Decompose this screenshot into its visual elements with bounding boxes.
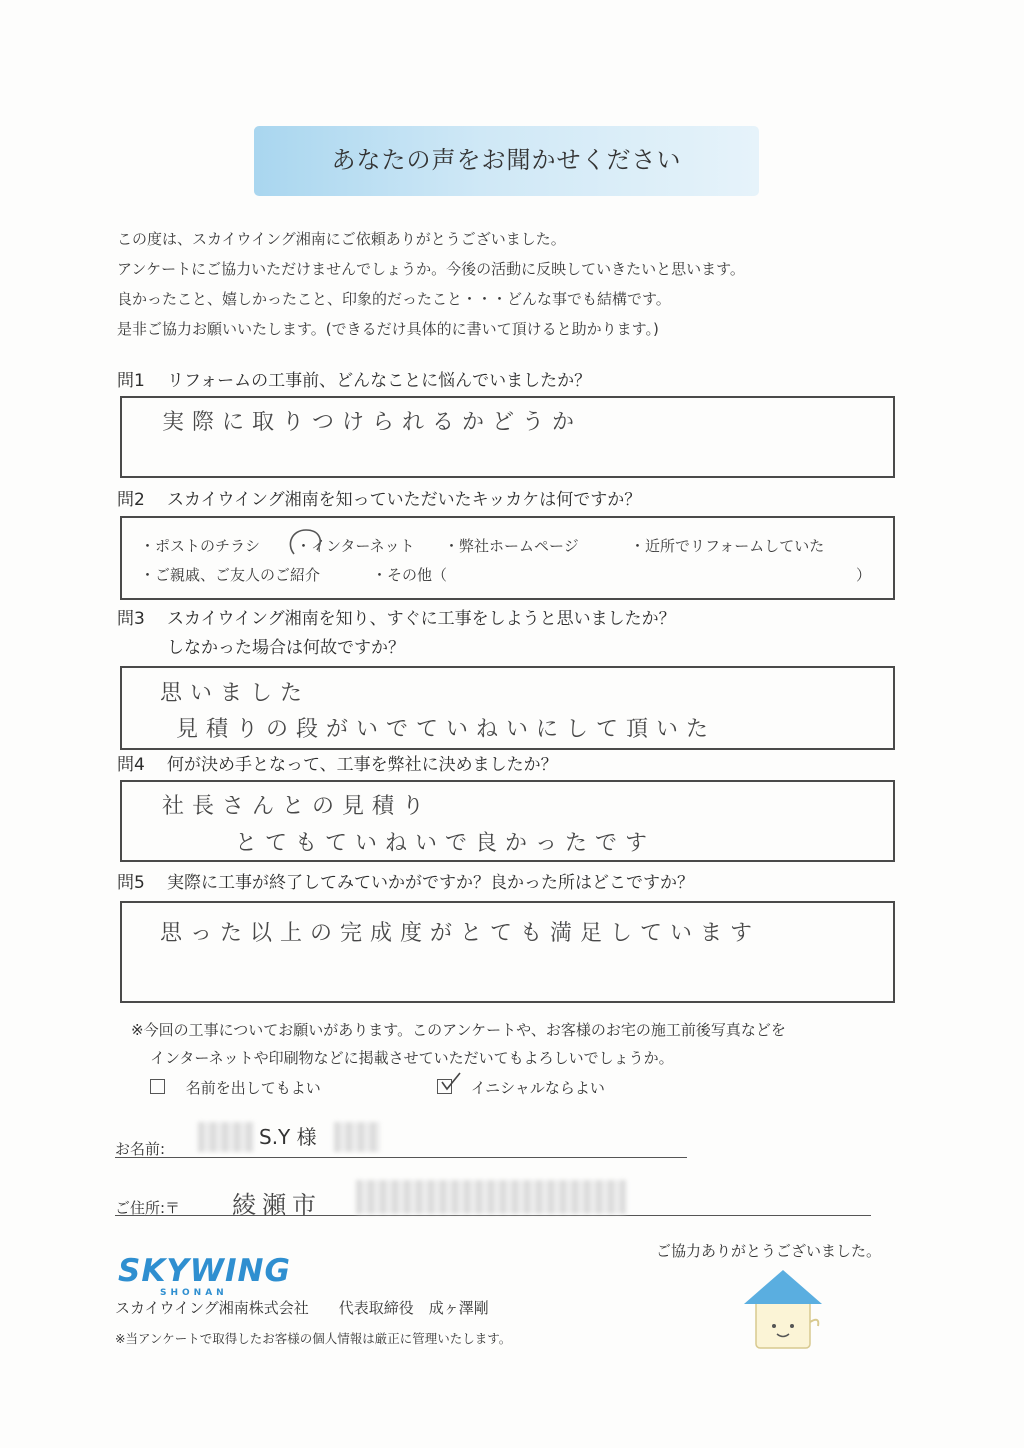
company-logo-sub: SHONAN xyxy=(160,1288,228,1298)
option-internet[interactable]: ・インターネット xyxy=(296,537,415,555)
thanks-text: ご協力ありがとうございました。 xyxy=(656,1242,882,1260)
page-title: あなたの声をお聞かせください xyxy=(331,146,682,174)
answer-4-line2: とてもていねいで良かったです xyxy=(235,831,656,856)
name-underline xyxy=(115,1156,687,1158)
question-text: リフォームの工事前、どんなことに悩んでいましたか？ xyxy=(167,371,592,391)
question-text: 実際に工事が終了してみていかがですか？良かった所はどこですか？ xyxy=(167,873,694,893)
selected-circle-icon xyxy=(286,526,328,560)
option-post-flyer[interactable]: ・ポストのチラシ xyxy=(140,537,261,555)
question-2 xyxy=(117,485,641,515)
answer-5: 思った以上の完成度がとても満足しています xyxy=(160,921,761,946)
intro-text xyxy=(117,224,745,344)
answer-3-line1: 思いました xyxy=(160,681,311,706)
option-label: イニシャルならよい xyxy=(470,1079,605,1097)
answer-1: 実際に取りつけられるかどうか xyxy=(162,410,583,435)
question-text: スカイウイング湘南を知っていただいたキッカケは何ですか？ xyxy=(167,490,642,510)
question-4 xyxy=(117,750,558,780)
intro-line: 是非ご協力お願いいたします。(できるだけ具体的に書いて頂けると助かります。) xyxy=(117,320,659,338)
question-3-sub: しなかった場合は何故ですか？ xyxy=(167,638,405,658)
question-text: 何が決め手となって、工事を弊社に決めましたか？ xyxy=(167,755,558,775)
option-other-close: ） xyxy=(856,566,872,584)
redacted-name xyxy=(334,1122,380,1152)
privacy-note: ※当アンケートで取得したお客様の個人情報は厳正に管理いたします。 xyxy=(115,1331,512,1346)
redacted-name xyxy=(198,1122,254,1152)
question-number: 問4 xyxy=(117,755,145,775)
question-3 xyxy=(117,604,676,634)
redacted-address xyxy=(356,1180,626,1214)
question-text: スカイウイング湘南を知り、すぐに工事をしようと思いましたか？ xyxy=(167,609,676,629)
intro-line: この度は、スカイウイング湘南にご依頼ありがとうございました。 xyxy=(117,230,566,248)
answer-4-line1: 社長さんとの見積り xyxy=(162,794,433,819)
option-nearby-reform[interactable]: ・近所でリフォームしていた xyxy=(630,537,825,555)
options-box-2 xyxy=(120,516,895,600)
intro-line: アンケートにご協力いただけませんでしょうか。今後の活動に反映していきたいと思います。 xyxy=(117,260,745,278)
option-show-name[interactable] xyxy=(150,1077,321,1098)
question-number: 問5 xyxy=(117,873,145,893)
name-label: お名前: xyxy=(115,1140,166,1158)
consent-note-line: インターネットや印刷物などに掲載させていただいてもよろしいでしょうか。 xyxy=(150,1049,674,1067)
option-label: 名前を出してもよい xyxy=(185,1079,321,1097)
check-mark-icon xyxy=(438,1071,464,1093)
question-number: 問2 xyxy=(117,490,145,510)
option-other[interactable]: ・その他（ xyxy=(372,566,448,584)
intro-line: 良かったこと、嬉しかったこと、印象的だったこと・・・どんな事でも結構です。 xyxy=(117,290,671,308)
question-number: 問1 xyxy=(117,371,145,391)
company-info: スカイウイング湘南株式会社 代表取締役 成ヶ澤剛 xyxy=(115,1299,489,1317)
customer-address[interactable]: 綾瀬市 xyxy=(232,1191,322,1219)
option-referral[interactable]: ・ご親戚、ご友人のご紹介 xyxy=(140,566,321,584)
checkbox[interactable] xyxy=(150,1079,165,1094)
question-5 xyxy=(117,868,694,898)
address-label: ご住所:〒 xyxy=(115,1199,181,1217)
house-mascot-icon xyxy=(740,1266,830,1356)
consent-note xyxy=(131,1016,786,1072)
option-company-homepage[interactable]: ・弊社ホームページ xyxy=(444,537,579,555)
address-underline xyxy=(115,1214,871,1216)
question-1 xyxy=(117,366,591,396)
customer-name[interactable]: S.Y 様 xyxy=(259,1125,317,1149)
company-logo: SKYWING xyxy=(118,1253,291,1289)
question-number: 問3 xyxy=(117,609,145,629)
answer-3-line2: 見積りの段がいでていねいにして頂いた xyxy=(176,717,717,742)
consent-note-line: ※今回の工事についてお願いがあります。このアンケートや、お客様のお宅の施工前後写真などを xyxy=(131,1021,786,1039)
